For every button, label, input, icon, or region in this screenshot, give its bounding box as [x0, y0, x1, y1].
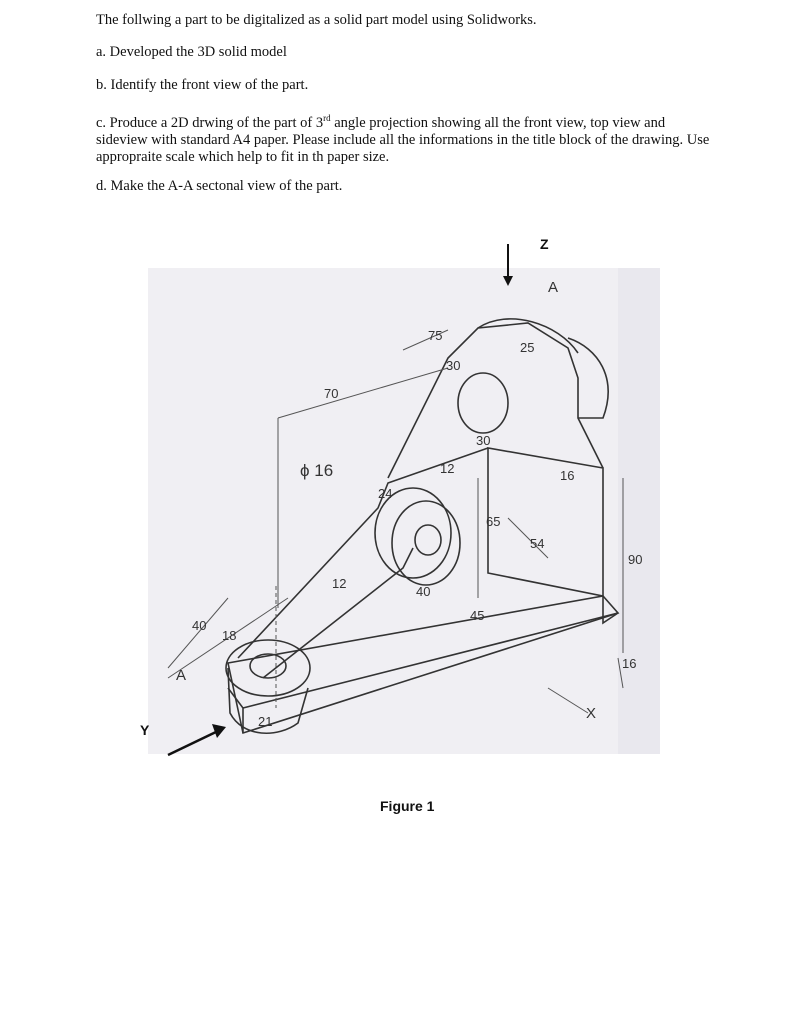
- figure-image: [148, 268, 660, 754]
- section-label-a-left: A: [176, 667, 187, 684]
- dim-16-right: 16: [560, 468, 575, 483]
- axis-y-label: Y: [140, 722, 150, 738]
- dim-70: 70: [324, 386, 339, 401]
- dim-90: 90: [628, 552, 643, 567]
- dim-40-center: 40: [416, 584, 431, 599]
- dim-75: 75: [428, 328, 443, 343]
- dim-54: 54: [530, 536, 545, 551]
- dim-12-upper: 12: [440, 461, 455, 476]
- axis-x-label: X: [586, 705, 597, 722]
- section-label-a-top: A: [548, 279, 559, 296]
- dim-25: 25: [520, 340, 535, 355]
- axis-z-label: Z: [540, 236, 549, 252]
- dim-12-lower: 12: [332, 576, 347, 591]
- question-a: a. Developed the 3D solid model: [96, 44, 287, 60]
- dim-65: 65: [486, 514, 501, 529]
- dim-18: 18: [222, 628, 237, 643]
- dim-16-bottom: 16: [622, 656, 637, 671]
- dim-45: 45: [470, 608, 485, 623]
- dim-24: 24: [378, 486, 393, 501]
- dim-30-top: 30: [446, 358, 461, 373]
- isometric-part-drawing: [148, 268, 660, 754]
- question-c: [96, 110, 716, 166]
- dim-40-left: 40: [192, 618, 207, 633]
- question-c-superscript: rd: [323, 113, 331, 123]
- question-c-start: c. Produce a 2D drwing of the part of 3: [96, 114, 324, 131]
- question-d: d. Make the A-A sectonal view of the part.: [96, 178, 343, 194]
- dim-21: 21: [258, 714, 273, 729]
- question-b: b. Identify the front view of the part.: [96, 77, 309, 93]
- dim-phi-16: ϕ 16: [300, 461, 334, 480]
- dim-30-side: 30: [476, 433, 491, 448]
- figure-caption: Figure 1: [380, 798, 435, 814]
- intro-text: The follwing a part to be digitalized as a solid part model using Solidworks.: [96, 12, 537, 28]
- question-c-rest: angle projection showing all the front view, top view and sideview with standard A4 paper. Please include all the informations in the title block of the drawing. Use appropraite scale which help to fit in th paper size.: [96, 114, 710, 165]
